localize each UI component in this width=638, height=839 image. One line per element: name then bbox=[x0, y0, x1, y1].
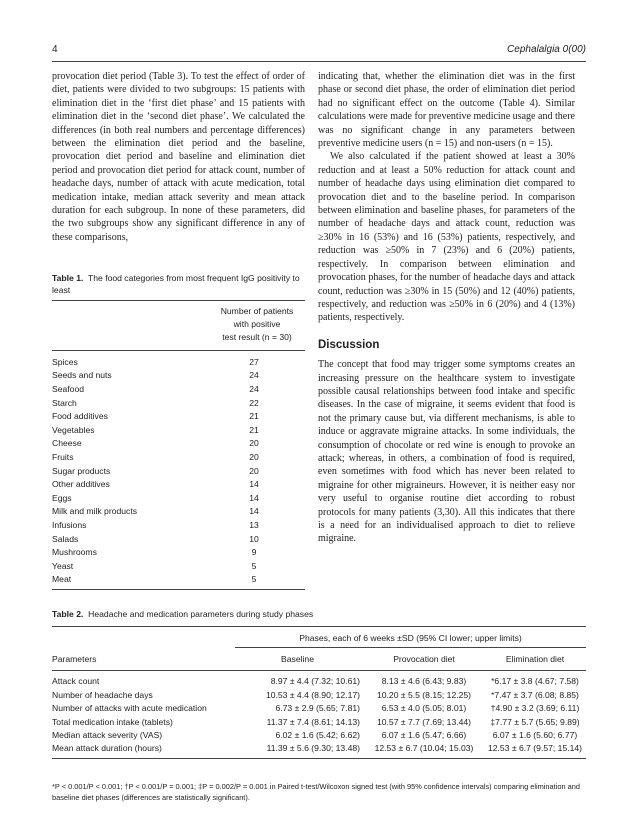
food-category: Spices bbox=[52, 356, 78, 367]
food-category: Seeds and nuts bbox=[52, 370, 112, 381]
elimination-cell: *6.17 ± 3.8 (4.67; 7.58) bbox=[491, 676, 579, 687]
table-2-header-baseline: Baseline bbox=[281, 654, 314, 665]
table-row bbox=[52, 675, 586, 688]
table-2-caption bbox=[52, 608, 586, 622]
right-paragraph-1: indicating that, whether the elimination diet was in the first phase or second diet phase, the order of elimination diet period had no significant effect on the outcome (Table 4). Similar calculations were made for preventive medicine usage and there was no significant change in any parameters between preventive medicine users (n = 15) and non-users (n = 15). bbox=[318, 71, 575, 150]
patient-count: 20 bbox=[249, 451, 259, 462]
right-paragraph-2: We also calculated if the patient showed at least a 30% reduction and at least a 50% reduction for attack count and number of headache days using elimination diet compared to provocation diet and to the baseline period. In comparison between elimination and baseline phases, for parameters of the number of headache days and attack count, reduction was ≥30% in 16 (53%) and 16 (53%) patients, respectively, and reduction was ≥50% in 7 (23%) and 6 (20%) patients, respectively. In comparison between elimination and provocation phases, for the number of headache days and attack count, reduction was ≥30% in 15 (50%) and 12 (40%) patients, respectively, and reduction was ≥50% in 6 (20%) and 4 (13%) patients, respectively. bbox=[318, 151, 575, 324]
patient-count: 27 bbox=[249, 356, 259, 367]
table-row bbox=[52, 437, 305, 451]
parameter-cell: Total medication intake (tablets) bbox=[52, 716, 173, 727]
table-1-caption-text: The food categories from most frequent IgG positivity to least bbox=[52, 273, 300, 295]
parameter-cell: Mean attack duration (hours) bbox=[52, 743, 162, 754]
table-2-header-row bbox=[52, 648, 586, 669]
table-1-col-header-3: test result (n = 30) bbox=[222, 332, 292, 342]
table-row bbox=[52, 464, 305, 478]
patient-count: 5 bbox=[251, 560, 257, 571]
table-1-label: Table 1. bbox=[52, 273, 84, 283]
patient-count: 24 bbox=[249, 370, 259, 381]
baseline-cell: 11.37 ± 7.4 (8.61; 14.13) bbox=[266, 716, 360, 727]
food-category: Salads bbox=[52, 533, 79, 544]
table-row bbox=[52, 477, 305, 491]
food-category: Yeast bbox=[52, 560, 74, 571]
table-2-header-elimination: Elimination diet bbox=[505, 654, 565, 665]
baseline-cell: 11.39 ± 5.6 (9.30; 13.48) bbox=[266, 743, 360, 754]
provocation-cell: 12.53 ± 6.7 (10.04; 15.03) bbox=[374, 743, 474, 754]
table-2-header-parameters: Parameters bbox=[52, 654, 97, 665]
table-row bbox=[52, 728, 586, 741]
table-row bbox=[52, 573, 305, 587]
table-row bbox=[52, 742, 586, 755]
elimination-cell: 12.53 ± 6.7 (9.57; 15.14) bbox=[487, 743, 583, 754]
food-category: Vegetables bbox=[52, 424, 95, 435]
table-2-body bbox=[52, 675, 586, 755]
table-2-footnote: *P < 0.001/P < 0.001; †P < 0.001/P = 0.001; ‡P = 0.002/P = 0.001 in Paired t-test/Wilcoxon signed test (with 95% confidence intervals) comparing elimination and baseline diet phases (differences are statistically significant). bbox=[52, 782, 580, 802]
food-category: Meat bbox=[52, 574, 72, 585]
provocation-cell: 6.07 ± 1.6 (5.47; 6.66) bbox=[381, 730, 467, 741]
patient-count: 21 bbox=[249, 424, 259, 435]
table-1-header bbox=[52, 301, 305, 348]
table-row bbox=[52, 559, 305, 573]
patient-count: 9 bbox=[251, 547, 257, 558]
food-category: Milk and milk products bbox=[52, 506, 138, 517]
table-row bbox=[52, 702, 586, 715]
parameter-cell: Median attack severity (VAS) bbox=[52, 730, 163, 741]
table-1-col-header-2: with positive bbox=[233, 319, 281, 329]
table-1 bbox=[52, 272, 305, 590]
table-2-header-provocation: Provocation diet bbox=[393, 654, 455, 665]
discussion-heading: Discussion bbox=[318, 338, 380, 351]
food-category: Sugar products bbox=[52, 465, 111, 476]
table-row bbox=[52, 505, 305, 519]
baseline-cell: 6.02 ± 1.6 (5.42; 6.62) bbox=[275, 730, 360, 741]
table-1-caption bbox=[52, 272, 305, 298]
patient-count: 14 bbox=[249, 506, 259, 517]
provocation-cell: 6.53 ± 4.0 (5.05; 8.01) bbox=[381, 703, 467, 714]
left-column bbox=[52, 70, 305, 244]
baseline-cell: 8.97 ± 4.4 (7.32; 10.61) bbox=[270, 676, 360, 687]
page-number: 4 bbox=[52, 44, 58, 55]
parameter-cell: Number of headache days bbox=[52, 689, 153, 700]
discussion-paragraph: The concept that food may trigger some symptoms creates an increasing pressure on the healthcare system to investigate possible causal relationships between food intake and specific diseases. In the case of migraine, it seems evident that food is not the primary cause but, via different mechanisms, is able to induce or aggravate migraine attacks. In some individuals, the consumption of chocolate or red wine is enough to provoke an attack; whereas, in others, a combination of food is required, even sometimes with food which has never been related to migraine for other migraineurs. However, it is neither easy nor very useful to organise routine diet according to robust protocols for many patients (3,30). All this indicates that there is a need for an individualised approach to diet to relieve migraine. bbox=[318, 359, 575, 545]
food-category: Starch bbox=[52, 397, 77, 408]
food-category: Mushrooms bbox=[52, 547, 97, 558]
provocation-cell: 10.57 ± 7.7 (7.69; 13.44) bbox=[376, 716, 472, 727]
food-category: Cheese bbox=[52, 438, 82, 449]
table-row bbox=[52, 715, 586, 728]
table-row bbox=[52, 396, 305, 410]
patient-count: 24 bbox=[249, 383, 259, 394]
baseline-cell: 6.73 ± 2.9 (5.65; 7.81) bbox=[275, 703, 360, 714]
left-paragraph: provocation diet period (Table 3). To test the effect of order of diet, patients were divided to two subgroups: 15 patients with elimination diet in the ‘first diet phase’ and 15 patients with elimination diet in the ‘second diet phase’. We calculated the differences (in both real numbers and percentage differences) between the elimination diet period and the baseline, provocation diet period and baseline and elimination diet period and provocation diet period for attack count, number of headache days, number of attack with acute medication, total medication intake, median attack severity and mean attack duration for each subgroup. In none of these parameters, did the two subgroups show any significant difference in any of these comparisons, bbox=[52, 71, 305, 243]
patient-count: 10 bbox=[249, 533, 259, 544]
elimination-cell: †4.90 ± 3.2 (3.69; 6.11) bbox=[490, 703, 580, 714]
table-row bbox=[52, 491, 305, 505]
table-2 bbox=[52, 608, 586, 759]
parameter-cell: Number of attacks with acute medication bbox=[52, 703, 207, 714]
table-2-caption-text: Headache and medication parameters during study phases bbox=[88, 609, 314, 619]
table-row bbox=[52, 369, 305, 383]
elimination-cell: *7.47 ± 3.7 (6.08; 8.85) bbox=[491, 689, 579, 700]
journal-name: Cephalalgia 0(00) bbox=[507, 44, 586, 55]
table-row bbox=[52, 545, 305, 559]
provocation-cell: 8.13 ± 4.6 (6.43; 9.83) bbox=[381, 676, 467, 687]
patient-count: 5 bbox=[251, 574, 257, 585]
patient-count: 14 bbox=[249, 492, 259, 503]
food-category: Eggs bbox=[52, 492, 72, 503]
table-row bbox=[52, 355, 305, 369]
running-header bbox=[52, 44, 586, 58]
patient-count: 14 bbox=[249, 479, 259, 490]
table-row bbox=[52, 532, 305, 546]
patient-count: 21 bbox=[249, 411, 259, 422]
baseline-cell: 10.53 ± 4.4 (8.90; 12.17) bbox=[265, 689, 360, 700]
food-category: Food additives bbox=[52, 411, 108, 422]
elimination-cell: ‡7.77 ± 5.7 (5.65; 9.89) bbox=[490, 716, 580, 727]
elimination-cell: 6.07 ± 1.6 (5.60; 6.77) bbox=[492, 730, 578, 741]
table-row bbox=[52, 688, 586, 701]
patient-count: 13 bbox=[249, 519, 259, 530]
table-row bbox=[52, 382, 305, 396]
table-row bbox=[52, 409, 305, 423]
food-category: Fruits bbox=[52, 451, 74, 462]
patient-count: 22 bbox=[249, 397, 259, 408]
header-rule bbox=[52, 61, 586, 62]
table-row bbox=[52, 450, 305, 464]
food-category: Other additives bbox=[52, 479, 110, 490]
table-2-span-header: Phases, each of 6 weeks ±SD (95% CI lower; upper limits) bbox=[299, 632, 522, 643]
parameter-cell: Attack count bbox=[52, 676, 100, 687]
provocation-cell: 10.20 ± 5.5 (8.15; 12.25) bbox=[376, 689, 472, 700]
table-row bbox=[52, 518, 305, 532]
patient-count: 20 bbox=[249, 465, 259, 476]
table-1-body bbox=[52, 355, 305, 586]
table-2-span-header-row bbox=[52, 627, 586, 647]
table-row bbox=[52, 423, 305, 437]
food-category: Seafood bbox=[52, 383, 85, 394]
right-column bbox=[318, 70, 575, 546]
patient-count: 20 bbox=[249, 438, 259, 449]
table-2-label: Table 2. bbox=[52, 609, 84, 619]
food-category: Infusions bbox=[52, 519, 87, 530]
table-1-col-header-1: Number of patients bbox=[220, 306, 294, 316]
